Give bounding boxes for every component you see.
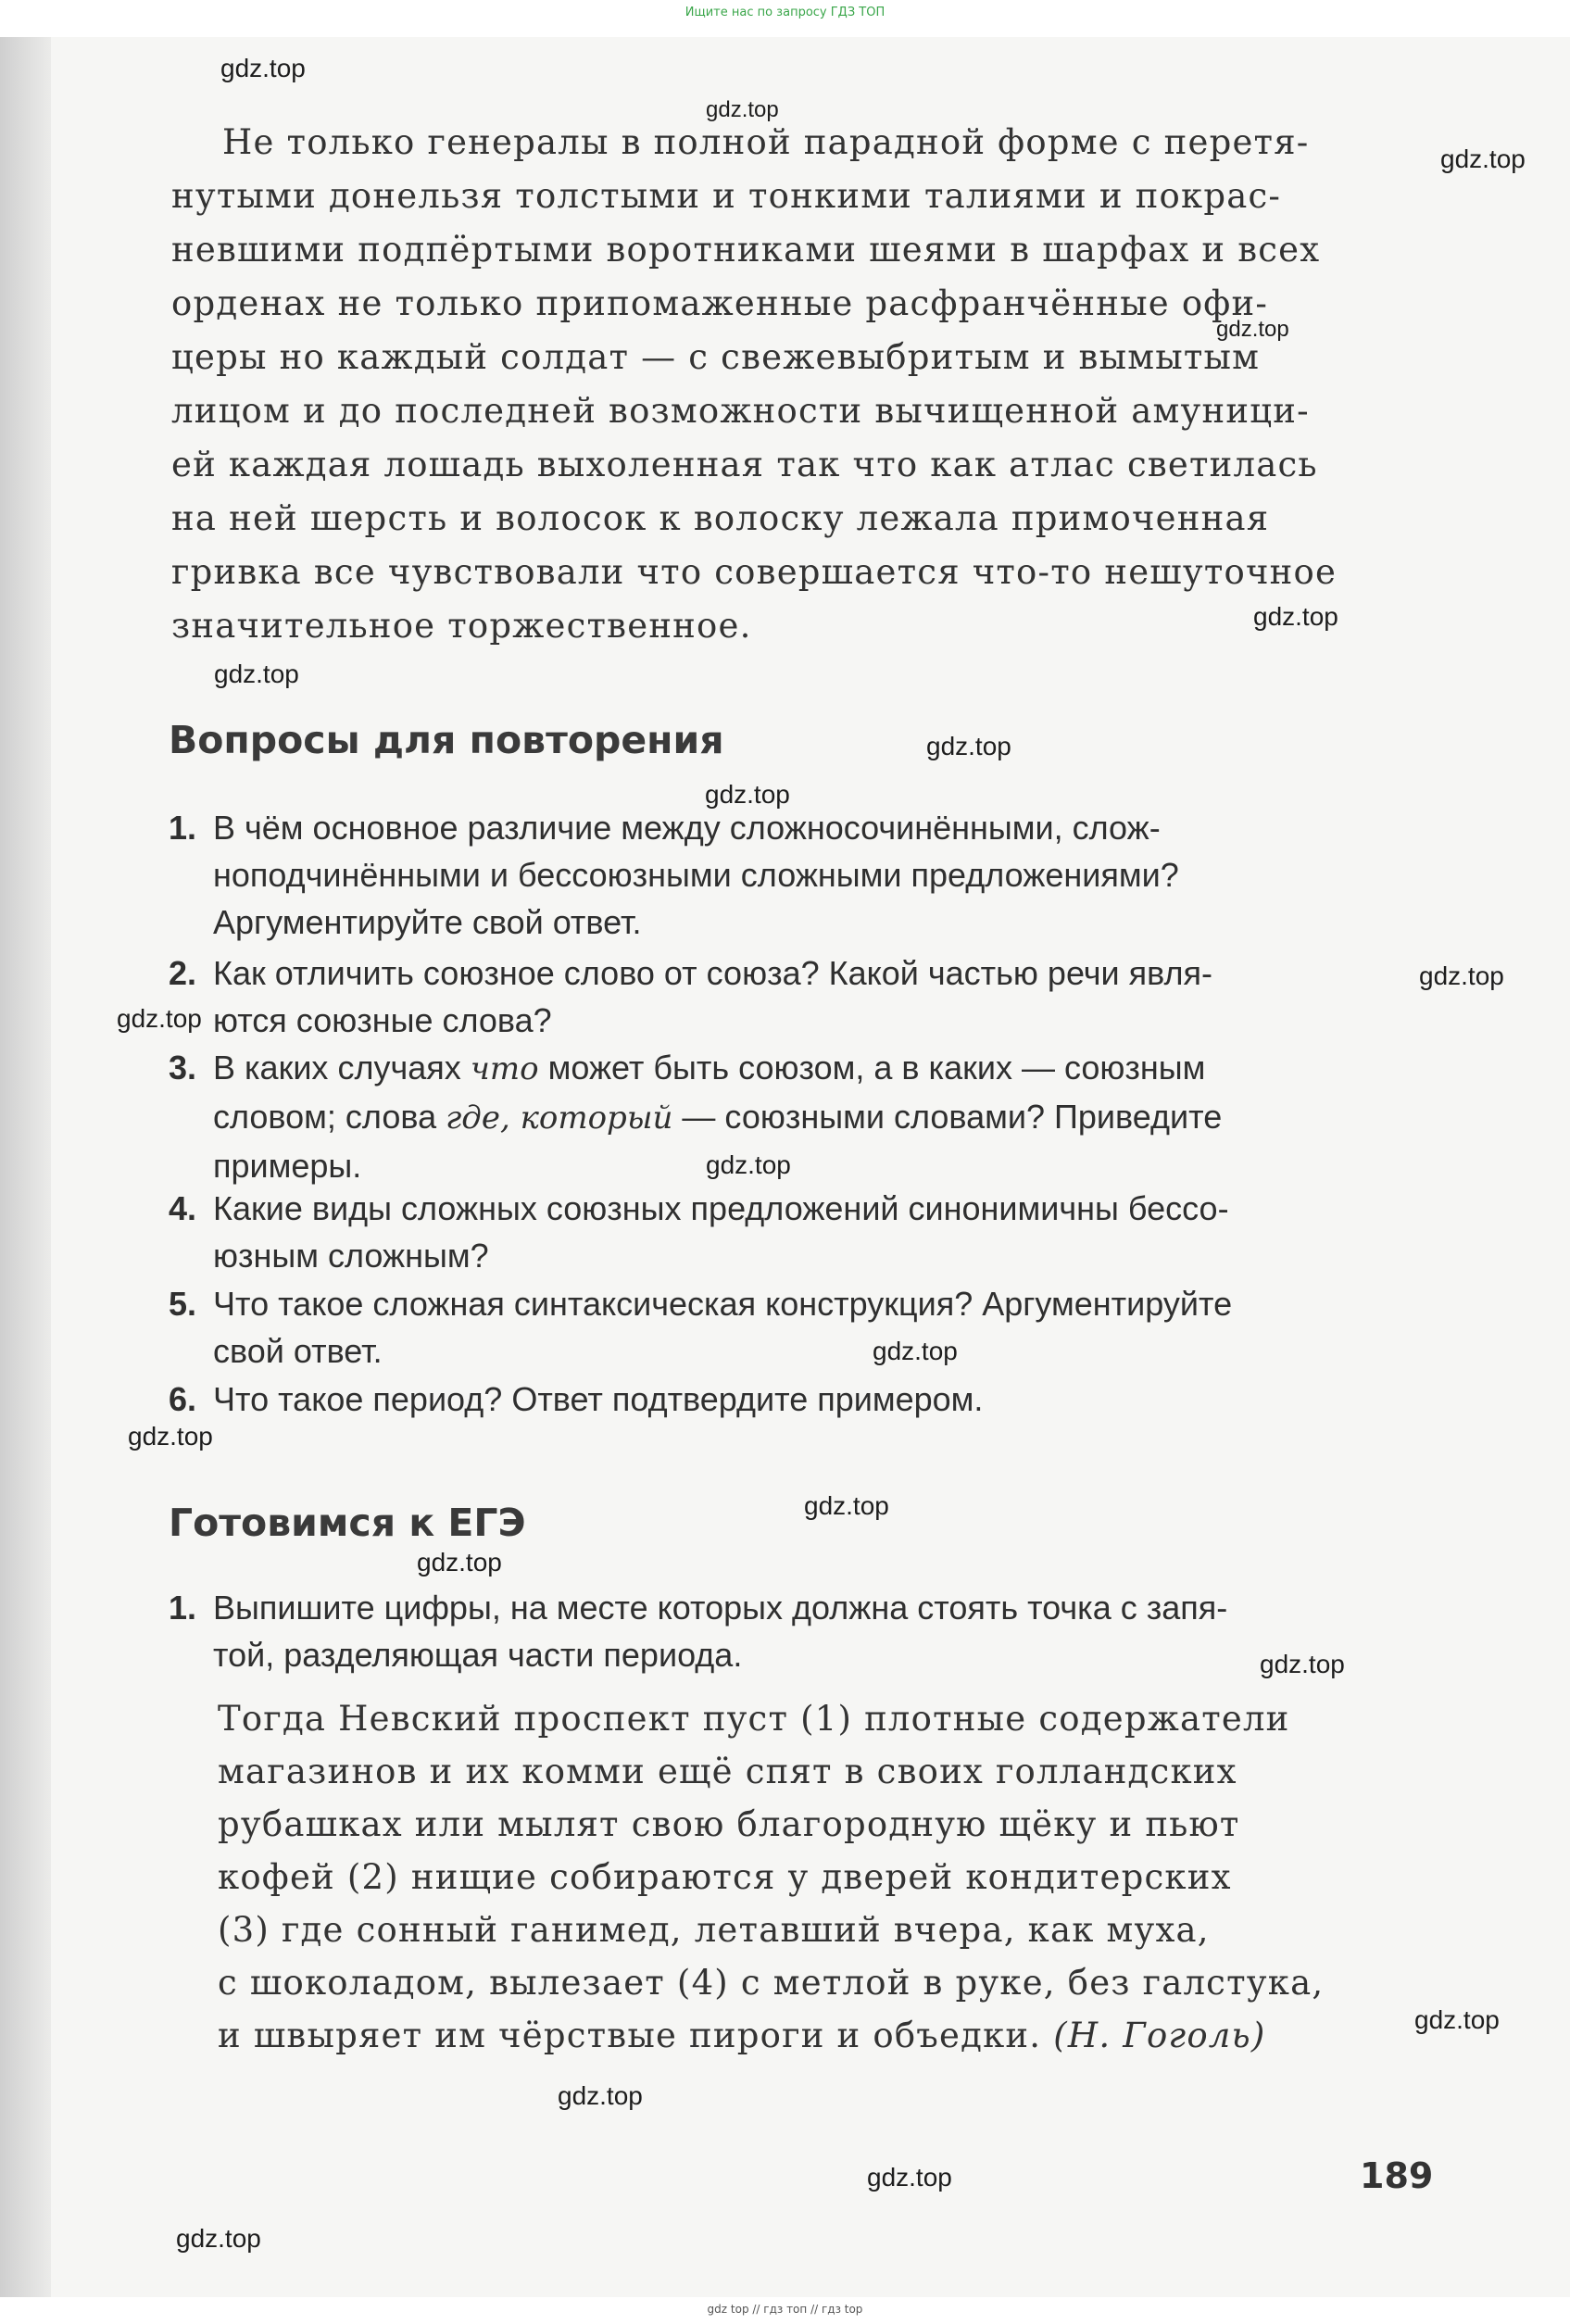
question-number: 1. xyxy=(169,809,197,847)
task-number: 1. xyxy=(169,1589,197,1627)
excerpt-line: значительное торжественное. xyxy=(171,606,752,646)
watermark: gdz.top xyxy=(220,54,306,82)
question-number: 2. xyxy=(169,954,197,992)
watermark: gdz.top xyxy=(1253,602,1338,631)
excerpt-line: орденах не только припомаженные расфранчённые офи- xyxy=(171,283,1269,323)
passage-line: кофей (2) нищие собираются у дверей кондитерских xyxy=(218,1857,1232,1897)
watermark: gdz.top xyxy=(1216,317,1289,342)
exam-passage xyxy=(218,1692,1431,2062)
watermark: gdz.top xyxy=(705,780,790,809)
excerpt-paragraph xyxy=(171,116,1431,653)
review-heading: Вопросы для повторения xyxy=(169,718,724,762)
passage-author: (Н. Гоголь) xyxy=(1053,2016,1266,2055)
watermark: gdz.top xyxy=(867,2163,952,2192)
review-question-4: 4. Какие виды сложных союзных предложений синонимичны бессо- юзным сложным? xyxy=(169,1185,1438,1279)
header-note: Ищите нас по запросу ГДЗ ТОП xyxy=(685,6,885,19)
watermark: gdz.top xyxy=(706,97,779,122)
watermark: gdz.top xyxy=(176,2224,261,2253)
review-question-3: 3. В каких случаях что может быть союзом, а в каких — союзным словом; слова где, который — союзными словами? Приведите примеры. xyxy=(169,1044,1438,1189)
watermark: gdz.top xyxy=(706,1150,791,1179)
page-number: 189 xyxy=(1360,2155,1434,2196)
footer-note: gdz top // гдз топ // гдз top xyxy=(707,2303,863,2316)
excerpt-line: невшими подпёртыми воротниками шеями в шарфах и всех xyxy=(171,230,1321,270)
watermark: gdz.top xyxy=(804,1491,889,1520)
review-question-1: 1. В чём основное различие между сложносочинёнными, слож- ноподчинёнными и бессоюзными сложными предложениями? Аргументируйте свой ответ. xyxy=(169,804,1438,946)
watermark: gdz.top xyxy=(1440,144,1526,173)
watermark: gdz.top xyxy=(117,1004,202,1033)
excerpt-line: Не только генералы в полной парадной форме с перетя- xyxy=(222,122,1310,162)
passage-line: (3) где сонный ганимед, летавший вчера, как муха, xyxy=(218,1910,1210,1950)
passage-line: рубашках или мылят свою благородную щёку и пьют xyxy=(218,1804,1240,1844)
question-number: 6. xyxy=(169,1380,197,1418)
watermark: gdz.top xyxy=(417,1548,502,1577)
exam-heading: Готовимся к ЕГЭ xyxy=(169,1501,526,1545)
watermark: gdz.top xyxy=(873,1337,958,1365)
question-number: 5. xyxy=(169,1285,197,1323)
question-number: 3. xyxy=(169,1049,197,1087)
passage-line: Тогда Невский проспект пуст (1) плотные содержатели xyxy=(218,1699,1290,1739)
question-number: 4. xyxy=(169,1189,197,1227)
review-question-6: 6. Что такое период? Ответ подтвердите примером. xyxy=(169,1376,1438,1423)
passage-line: магазинов и их комми ещё спят в своих голландских xyxy=(218,1752,1237,1791)
exam-task: 1. Выпишите цифры, на месте которых должна стоять точка с запя- той, разделяющая части периода. xyxy=(169,1584,1438,1678)
watermark: gdz.top xyxy=(214,660,299,688)
watermark: gdz.top xyxy=(1414,2005,1500,2034)
excerpt-line: нутыми донельзя толстыми и тонкими талиями и покрас- xyxy=(171,176,1282,216)
watermark: gdz.top xyxy=(926,732,1011,760)
excerpt-line: на ней шерсть и волосок к волоску лежала примоченная xyxy=(171,498,1270,538)
watermark: gdz.top xyxy=(558,2081,643,2110)
excerpt-line: гривка все чувствовали что совершается что-то нешуточное xyxy=(171,552,1338,592)
watermark: gdz.top xyxy=(1260,1650,1345,1678)
watermark: gdz.top xyxy=(1419,961,1504,990)
review-question-2: 2. Как отличить союзное слово от союза? Какой частью речи явля- ются союзные слова? xyxy=(169,949,1438,1044)
watermark: gdz.top xyxy=(128,1422,213,1451)
review-question-5: 5. Что такое сложная синтаксическая конструкция? Аргументируйте свой ответ. xyxy=(169,1280,1438,1375)
excerpt-line: церы но каждый солдат — с свежевыбритым и вымытым xyxy=(171,337,1261,377)
excerpt-line: лицом и до последней возможности вычищенной амуници- xyxy=(171,391,1310,431)
excerpt-line: ей каждая лошадь выхоленная так что как атлас светилась xyxy=(171,445,1318,484)
passage-line: с шоколадом, вылезает (4) с метлой в руке, без галстука, xyxy=(218,1963,1325,2003)
passage-line: и швыряет им чёрствые пироги и объедки. (Н. Гоголь) xyxy=(218,2016,1266,2055)
